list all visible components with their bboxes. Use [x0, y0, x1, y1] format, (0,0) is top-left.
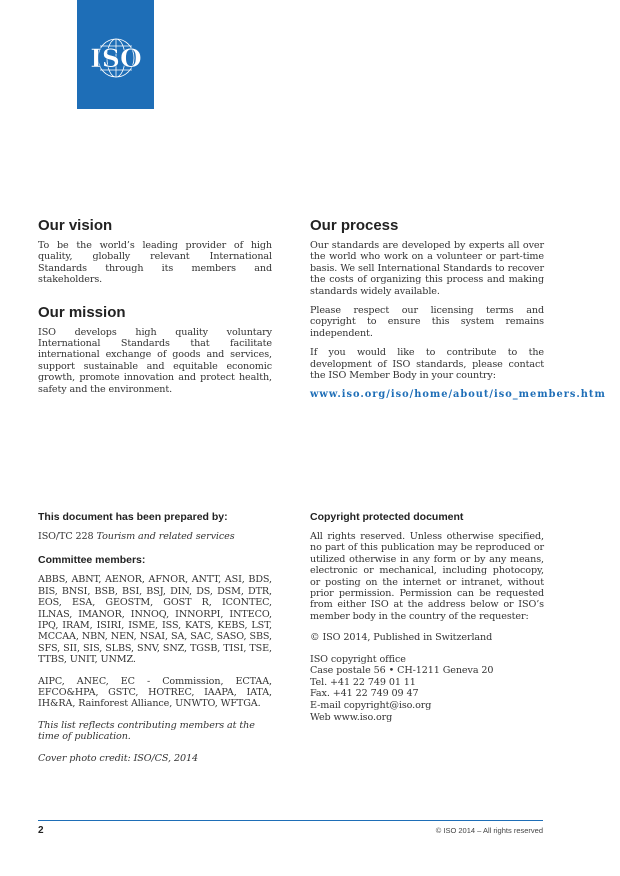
process-heading: Our process	[310, 217, 399, 234]
members-link[interactable]: www.iso.org/iso/home/about/iso_members.htm	[310, 389, 606, 401]
email-line[interactable]: E-mail copyright@iso.org	[310, 700, 432, 712]
address-line: Case postale 56 • CH-1211 Geneva 20	[310, 665, 494, 677]
footer-copyright: © ISO 2014 – All rights reserved	[435, 826, 543, 835]
mission-heading: Our mission	[38, 303, 126, 321]
photo-credit: Cover photo credit: ISO/CS, 2014	[38, 752, 198, 764]
address-line: ISO copyright office	[310, 653, 406, 665]
prepared-section	[38, 511, 272, 772]
process-paragraph: Our standards are developed by experts all over the world who work on a volunteer or part-time basis. We sell International Standards to recover the costs of organizing this process and making standards widely available.	[310, 240, 544, 297]
vision-text: To be the world’s leading provider of high quality, globally relevant International Standards through its members and stakeholders.	[38, 240, 272, 286]
prepared-heading: This document has been prepared by:	[38, 511, 228, 523]
copyright-section	[310, 511, 544, 731]
address-block	[310, 654, 544, 724]
liaisons-list: AIPC, ANEC, EC - Commission, ECTAA, EFCO&HPA, GSTC, HOTREC, IAAPA, IATA, IH&RA, Rainforest Alliance, UNWTO, WFTGA.	[38, 675, 272, 710]
tc-number: ISO/TC 228	[38, 531, 94, 542]
page-number: 2	[38, 825, 44, 836]
process-paragraph: Please respect our licensing terms and copyright to ensure this system remains independent.	[310, 305, 544, 339]
process-paragraph: If you would like to contribute to the development of ISO standards, please contact the ISO Member Body in your country:	[310, 347, 544, 382]
mission-text: ISO develops high quality voluntary International Standards that facilitate international exchange of goods and services, support sustainable and equitable economic growth, promote innovation and protect health, safety and the environment.	[38, 326, 272, 395]
members-note: This list reflects contributing members at the time of publication.	[38, 719, 255, 743]
footer-divider	[38, 820, 543, 821]
vision-section	[38, 217, 272, 403]
copyright-heading: Copyright protected document	[310, 511, 464, 523]
svg-text:ISO: ISO	[90, 44, 142, 73]
address-line: Tel. +41 22 749 01 11	[310, 676, 416, 688]
members-heading: Committee members:	[38, 554, 146, 567]
process-section	[310, 217, 606, 409]
iso-logo	[77, 0, 154, 109]
globe-icon	[83, 38, 149, 78]
vision-heading: Our vision	[38, 217, 113, 234]
copyright-text: All rights reserved. Unless otherwise specified, no part of this publication may be reproduced or utilized otherwise in any form or by any means, electronic or mechanical, including photocopy, or posting on the internet or intranet, without prior permission. Permission can be requested from either ISO at the address below or ISO’s member body in the country of the requester:	[310, 531, 544, 622]
address-line: Fax. +41 22 749 09 47	[310, 688, 419, 700]
tc-name: Tourism and related services	[96, 531, 235, 542]
published-text: © ISO 2014, Published in Switzerland	[310, 632, 493, 644]
web-line[interactable]: Web www.iso.org	[310, 711, 393, 723]
members-list: ABBS, ABNT, AENOR, AFNOR, ANTT, ASI, BDS, BIS, BNSI, BSB, BSI, BSJ, DIN, DS, DSM, DTR, EOS, ESA, GEOSTM, GOST R, ICONTEC, ILNAS, IMANOR, INNOQ, INNORPI, INTECO, IPQ, IRAM, ISIRI, ISME, ISS, KATS, KEBS, LST, MCCAA, NBN, NEN, NSAI, SA, SAC, SASO, SBS, SFS, SII, SIS, SLBS, SNV, SNZ, TGSB, TISI, TSE, TTBS, UNIT, UNMZ.	[38, 574, 272, 666]
